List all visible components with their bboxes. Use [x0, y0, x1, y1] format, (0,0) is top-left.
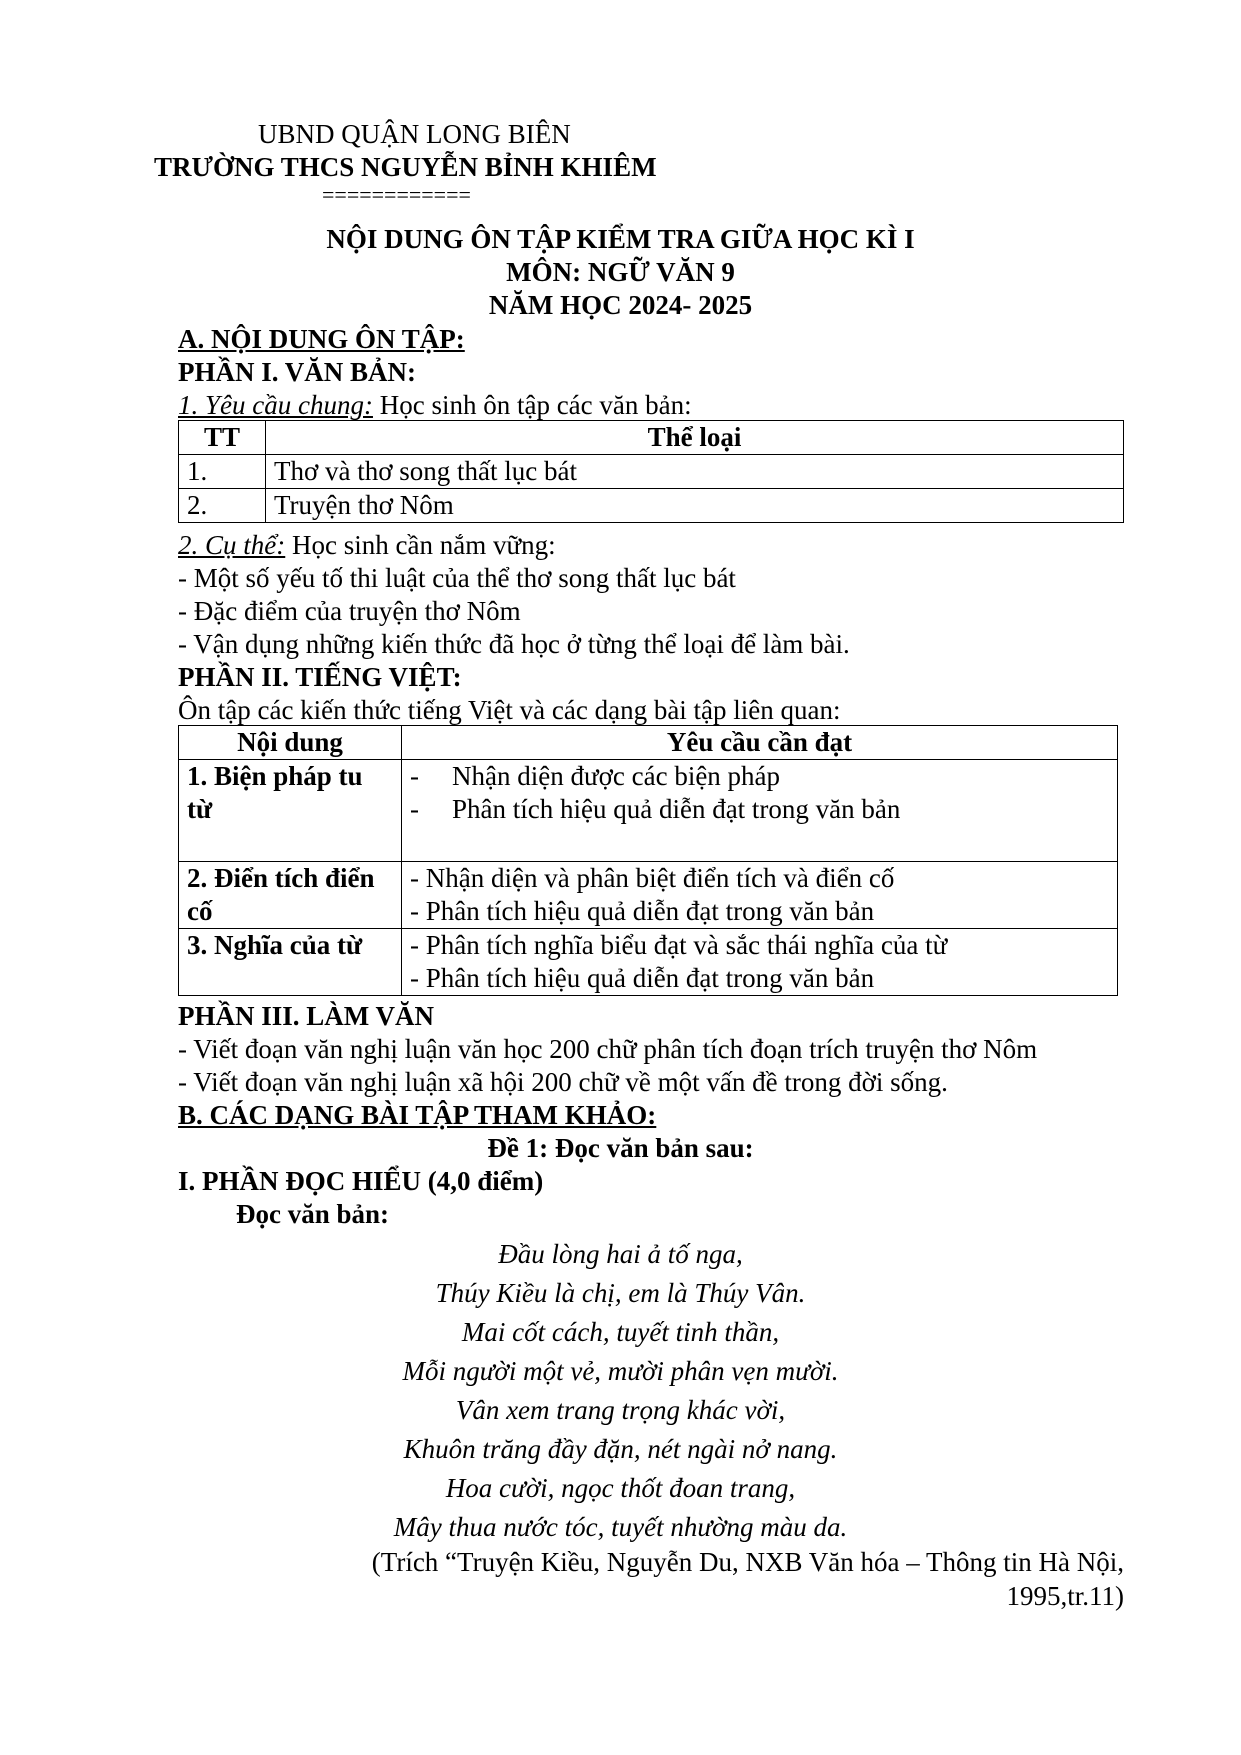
table-row [179, 455, 1124, 489]
general-req-text: Học sinh ôn tập các văn bản: [372, 390, 692, 420]
vietnamese-table [178, 725, 1118, 996]
req-item: - Phân tích hiệu quả diễn đạt trong văn bản [410, 794, 901, 824]
req-item: - Phân tích nghĩa biểu đạt và sắc thái nghĩa của từ [410, 930, 948, 960]
subject-title: MÔN: NGỮ VĂN 9 [506, 257, 735, 287]
poem-line: Mai cốt cách, tuyết tinh thần, [461, 1317, 780, 1347]
part2-heading: PHẦN II. TIẾNG VIỆT: [178, 662, 462, 692]
section-b-heading: B. CÁC DẠNG BÀI TẬP THAM KHẢO: [178, 1100, 657, 1130]
req-item: - Phân tích hiệu quả diễn đạt trong văn bản [410, 963, 875, 993]
poem-line: Đầu lòng hai ả tố nga, [498, 1239, 743, 1269]
specific-text: Học sinh cần nắm vững: [285, 530, 556, 560]
table-row [179, 929, 1118, 996]
part1-heading: PHẦN I. VĂN BẢN: [178, 357, 417, 387]
part2-intro: Ôn tập các kiến thức tiếng Việt và các dạng bài tập liên quan: [178, 695, 841, 725]
section-a-heading: A. NỘI DUNG ÔN TẬP: [178, 324, 465, 354]
list-item: - Viết đoạn văn nghị luận xã hội 200 chữ về một vấn đề trong đời sống. [178, 1067, 948, 1097]
list-item: - Vận dụng những kiến thức đã học ở từng thể loại để làm bài. [178, 629, 850, 659]
col-header-content: Nội dung [179, 726, 402, 760]
poem-line: Mỗi người một vẻ, mười phân vẹn mười. [402, 1356, 839, 1386]
poem-line: Hoa cười, ngọc thốt đoan trang, [445, 1473, 796, 1503]
part1-general-req [178, 389, 692, 421]
exam-title: Đề 1: Đọc văn bản sau: [487, 1133, 754, 1163]
poem-line: Mây thua nước tóc, tuyết nhường màu da. [393, 1512, 848, 1542]
reading-prompt: Đọc văn bản: [236, 1199, 390, 1229]
row-requirements [402, 862, 1118, 929]
row-content: 3. Nghĩa của từ [179, 929, 402, 996]
table-header-row [179, 421, 1124, 455]
req-item: - Phân tích hiệu quả diễn đạt trong văn bản [410, 896, 875, 926]
row-content: 1. Biện pháp tu từ [179, 760, 402, 862]
table-row [179, 862, 1118, 929]
divider: ============ [322, 182, 471, 207]
citation-year: 1995,tr.11) [1006, 1581, 1124, 1611]
poem-line: Vân xem trang trọng khác vời, [455, 1395, 786, 1425]
col-header-requirements: Yêu cầu cần đạt [402, 726, 1118, 760]
row-index: 1. [179, 455, 266, 489]
table-row [179, 489, 1124, 523]
row-content: 2. Điển tích điển cố [179, 862, 402, 929]
row-genre: Truyện thơ Nôm [266, 489, 1124, 523]
poem-line: Khuôn trăng đầy đặn, nét ngài nở nang. [403, 1434, 838, 1464]
reading-heading: I. PHẦN ĐỌC HIỂU (4,0 điểm) [178, 1166, 544, 1196]
row-genre: Thơ và thơ song thất lục bát [266, 455, 1124, 489]
table-header-row [179, 726, 1118, 760]
list-item: - Một số yếu tố thi luật của thể thơ song thất lục bát [178, 563, 736, 593]
req-item: - Nhận diện được các biện pháp [410, 761, 781, 791]
school-year: NĂM HỌC 2024- 2025 [488, 290, 753, 320]
list-item: - Viết đoạn văn nghị luận văn học 200 chữ phân tích đoạn trích truyện thơ Nôm [178, 1034, 1038, 1064]
specific-label: 2. Cụ thể: [178, 530, 286, 560]
school-name: TRƯỜNG THCS NGUYỄN BỈNH KHIÊM [154, 152, 657, 182]
part3-heading: PHẦN III. LÀM VĂN [178, 1001, 435, 1031]
genre-table [178, 420, 1124, 523]
general-req-label: 1. Yêu cầu chung: [178, 390, 373, 420]
row-index: 2. [179, 489, 266, 523]
citation: (Trích “Truyện Kiều, Nguyễn Du, NXB Văn hóa – Thông tin Hà Nội, [371, 1547, 1124, 1577]
doc-title: NỘI DUNG ÔN TẬP KIỂM TRA GIỮA HỌC KÌ I [326, 224, 915, 254]
req-item: - Nhận diện và phân biệt điển tích và điển cố [410, 863, 895, 893]
org-name: UBND QUẬN LONG BIÊN [258, 119, 571, 149]
row-requirements [402, 929, 1118, 996]
part1-specific [178, 529, 556, 561]
row-requirements [402, 760, 1118, 862]
col-header-tt: TT [179, 421, 266, 455]
poem-line: Thúy Kiều là chị, em là Thúy Vân. [435, 1278, 806, 1308]
table-row [179, 760, 1118, 862]
list-item: - Đặc điểm của truyện thơ Nôm [178, 596, 521, 626]
col-header-genre: Thể loại [266, 421, 1124, 455]
